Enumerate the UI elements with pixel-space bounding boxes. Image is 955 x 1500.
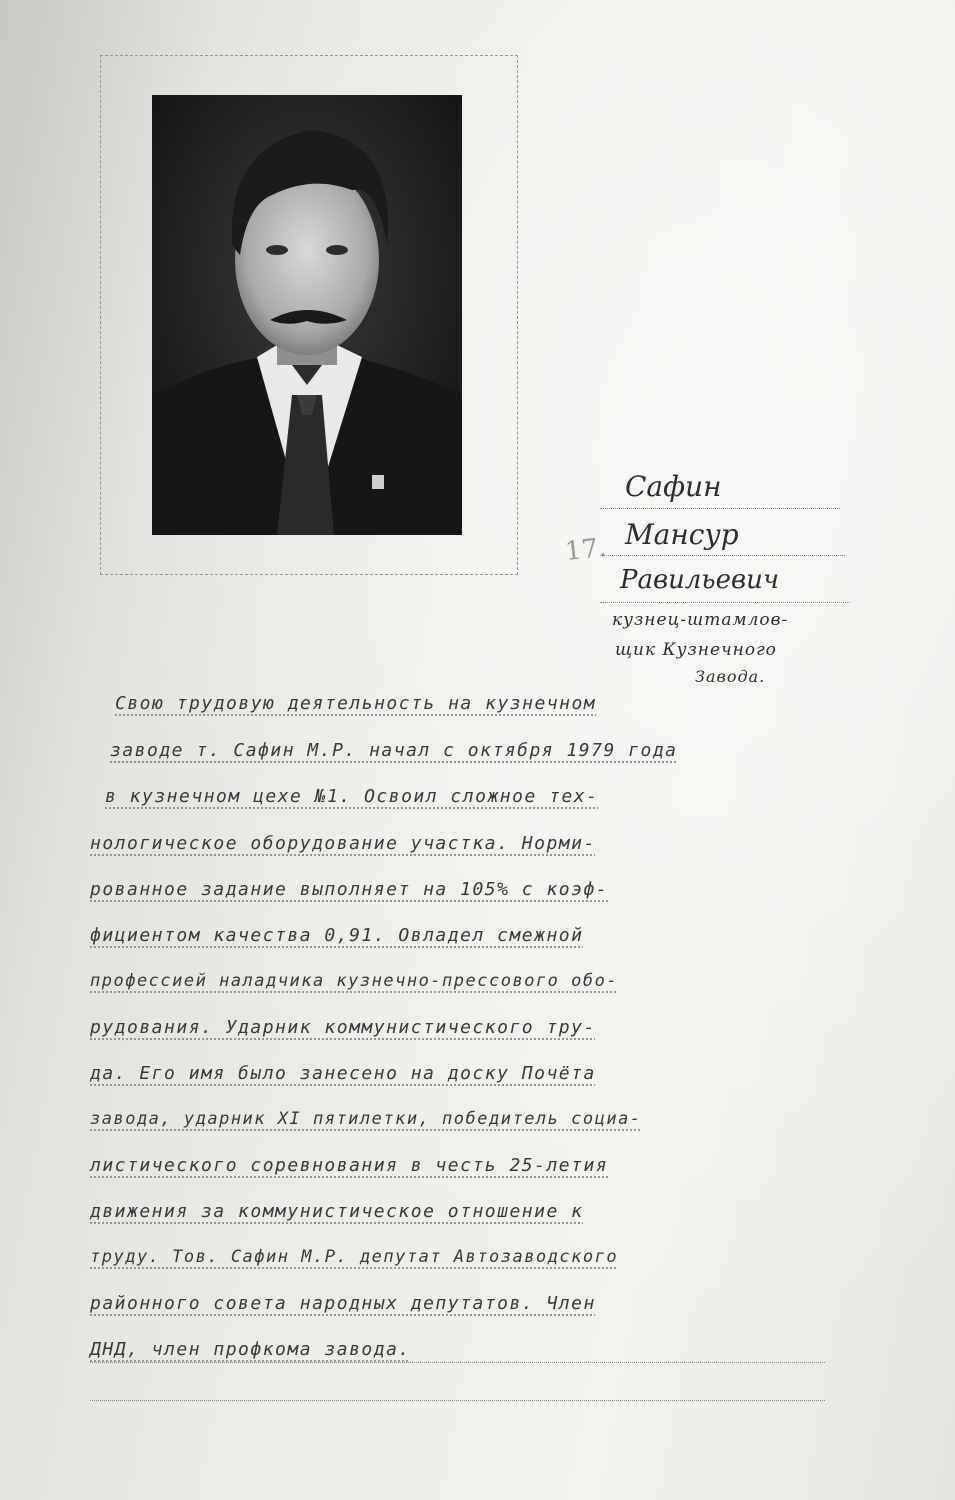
biography-line-2: заводе т. Сафин М.Р. начал с октября 1979 года [110, 740, 678, 761]
biography-line-9: да. Его имя было занесено на доску Почёта [90, 1063, 596, 1084]
record-number: 17. [563, 532, 608, 568]
portrait-photo [152, 95, 462, 535]
biography-line-12: движения за коммунистическое отношение к [90, 1201, 584, 1222]
patronymic-value: Равильевич [620, 565, 780, 595]
biography-line-11: листического соревнования в честь 25-летия [90, 1155, 609, 1176]
position-line-3: Завода. [695, 667, 766, 686]
biography-line-5: рованное задание выполняет на 105% с коэф- [90, 879, 609, 900]
position-line-2: щик Кузнечного [615, 640, 777, 660]
biography-line-3: в кузнечном цехе №1. Освоил сложное тех- [105, 786, 599, 807]
biography-line-13: труду. Тов. Сафин М.Р. депутат Автозаводского [90, 1247, 619, 1267]
biography-line-8: рудования. Ударник коммунистического тру- [90, 1017, 596, 1038]
position-line-1: кузнец-штамлов- [612, 610, 789, 630]
empty-line-1 [90, 1362, 825, 1363]
surname-value: Сафин [625, 470, 722, 503]
biography-line-10: завода, ударник XI пятилетки, победитель социа- [90, 1109, 642, 1129]
biography-line-6: фициентом качества 0,91. Овладел смежной [90, 925, 584, 946]
first-name-line [600, 555, 845, 556]
biography-line-15: ДНД, член профкома завода. [90, 1339, 411, 1360]
biography-line-14: районного совета народных депутатов. Член [90, 1293, 596, 1314]
biography-line-1: Свою трудовую деятельность на кузнечном [115, 693, 597, 714]
empty-line-2 [90, 1400, 825, 1401]
biography-line-4: нологическое оборудование участка. Норми- [90, 833, 596, 854]
biography-line-7: профессией наладчика кузнечно-прессового обо- [90, 971, 619, 991]
surname-line [600, 508, 840, 509]
first-name-value: Мансур [625, 518, 739, 551]
patronymic-line [600, 602, 850, 603]
